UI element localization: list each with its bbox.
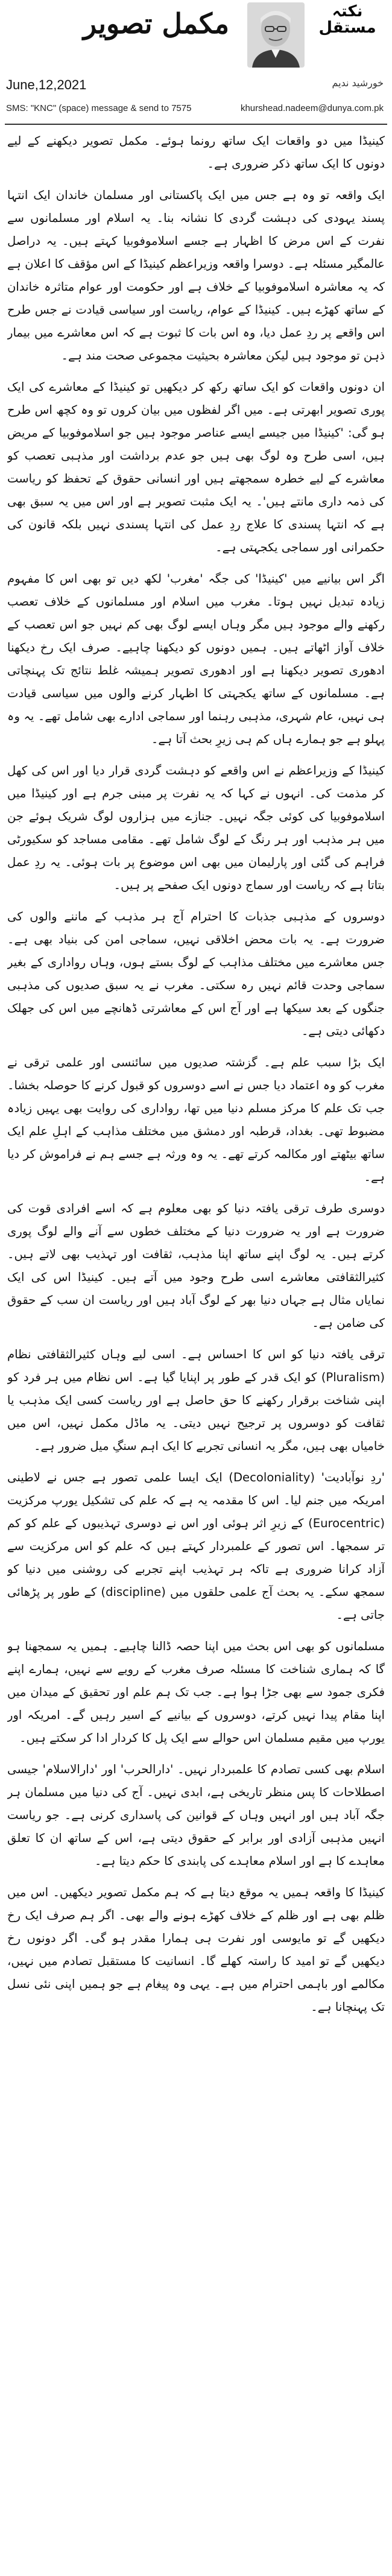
publish-date: June,12,2021 <box>6 77 87 92</box>
paragraph: کینیڈا کا واقعہ ہمیں یہ موقع دیتا ہے کہ ہم مکمل تصویر دیکھیں۔ اس میں ظلم بھی ہے اور ظلم کے خلاف کھڑے ہونے والے بھی۔ اگر ہم صرف ایک رخ دیکھیں گے تو مایوسی اور نفرت ہی ہمارا مقدر ہو گی۔ اگر دونوں رخ دیکھیں گے تو امید کا راستہ کھلے گا۔ انسانیت کا مستقبل تصادم میں نہیں، مکالمے اور باہمی احترام میں ہے۔ یہی وہ پیغام ہے جو ہمیں اپنی نئی نسل تک پہنچانا ہے۔ <box>7 1885 385 2014</box>
contact-row <box>0 100 392 120</box>
paragraph: 'ردِ نوآبادیت' (Decoloniality) ایک ایسا علمی تصور ہے جس نے لاطینی امریکہ میں جنم لیا۔ اس کا مقدمہ یہ ہے کہ علم کی تشکیل یورپ مرکزیت (Eurocentric) کے زیرِ اثر ہوئی اور اس نے دوسری تہذیبوں کے علم کو کم تر سمجھا۔ اس تصور کے علمبردار کہتے ہیں کہ علم کو اس مرکزیت سے آزاد کرانا ضروری ہے تاکہ ہر تہذیب اپنے تجربے کی روشنی میں دنیا کو سمجھ سکے۔ یہ بحث آج علمی حلقوں میں (discipline) کے طور پر پڑھائی جاتی ہے۔ <box>7 1470 385 1622</box>
paragraph: مسلمانوں کو بھی اس بحث میں اپنا حصہ ڈالنا چاہیے۔ ہمیں یہ سمجھنا ہو گا کہ ہماری شناخت کا مسئلہ صرف مغرب کے رویے سے نہیں، ہمارے اپنے فکری جمود سے بھی جڑا ہوا ہے۔ جب تک ہم علم اور تحقیق کے میدان میں اپنا مقام پیدا نہیں کرتے، دوسروں کے بیانیے کے اسیر رہیں گے۔ امریکہ اور یورپ میں مقیم مسلمان اس حوالے سے ایک پل کا کردار ادا کر سکتے ہیں۔ <box>7 1639 385 1745</box>
header-divider <box>5 124 387 125</box>
paragraph: ان دونوں واقعات کو ایک ساتھ رکھ کر دیکھیں تو کینیڈا کے معاشرے کی ایک پوری تصویر ابھرتی ہے۔ میں اگر لفظوں میں بیان کروں تو وہ کچھ اس طرح ہو گی: 'کینیڈا میں جیسے ایسے عناصر موجود ہیں جو اسلاموفوبیا کے مریض ہیں، اسی طرح وہ لوگ بھی ہیں جو عدم برداشت اور مذہبی تعصب کو معاشرے کے لیے خطرہ سمجھتے ہیں اور انسانی حقوق کے تحفظ کو ریاست کی ذمہ داری مانتے ہیں'۔ یہ ایک مثبت تصویر ہے اور اس میں یہ سبق بھی ہے کہ انتہا پسندی کا علاج ردِ عمل کی انتہا پسندی نہیں بلکہ قانون کی حکمرانی اور سماجی یکجہتی ہے۔ <box>7 380 385 554</box>
brand-line2: مستقل <box>318 19 376 37</box>
paragraph: کینیڈا کے وزیراعظم نے اس واقعے کو دہشت گردی قرار دیا اور اس کی کھل کر مذمت کی۔ انہوں نے کہا کہ یہ نفرت پر مبنی جرم ہے اور کینیڈا میں اسلاموفوبیا کی کوئی جگہ نہیں۔ جنازے میں ہزاروں لوگ شریک ہوئے جن میں ہر مذہب اور ہر رنگ کے لوگ شامل تھے۔ مقامی مساجد کو سکیورٹی فراہم کی گئی اور پارلیمان میں بھی اس موضوع پر بات ہوئی۔ یہ ردِ عمل بتاتا ہے کہ ریاست اور سماج دونوں ایک صفحے پر ہیں۔ <box>7 764 385 892</box>
article-header <box>0 0 392 128</box>
sms-instructions: SMS: "KNC" (space) message & send to 7575 <box>6 103 192 113</box>
author-portrait <box>247 2 305 68</box>
paragraph: ترقی یافتہ دنیا کو اس کا احساس ہے۔ اسی لیے وہاں کثیرالثقافتی نظام (Pluralism) کو ایک قدر کے طور پر اپنایا گیا ہے۔ اس نظام میں ہر فرد کو اپنی شناخت برقرار رکھنے کا حق حاصل ہے اور ریاست کسی ایک مذہب یا ثقافت کو دوسروں پر ترجیح نہیں دیتی۔ یہ ماڈل مکمل نہیں، اس میں خامیاں بھی ہیں، مگر یہ انسانی تجربے کا ایک اہم سنگِ میل ضرور ہے۔ <box>7 1347 385 1453</box>
author-portrait-image <box>247 2 305 68</box>
paragraph: دوسروں کے مذہبی جذبات کا احترام آج ہر مذہب کے ماننے والوں کی ضرورت ہے۔ یہ بات محض اخلاقی نہیں، سماجی امن کی بنیاد بھی ہے۔ جس معاشرے میں مختلف مذاہب کے لوگ بستے ہوں، وہاں رواداری کے بغیر سماجی وحدت قائم نہیں رہ سکتی۔ مغرب نے یہ سبق صدیوں کی مذہبی جنگوں کے بعد سیکھا ہے اور آج اس کے معاشرتی ڈھانچے میں اس کی جھلک دکھائی دیتی ہے۔ <box>7 910 385 1038</box>
column-title: مکمل تصویر <box>83 7 229 40</box>
paragraph: اگر اس بیانیے میں 'کینیڈا' کی جگہ 'مغرب' لکھ دیں تو بھی اس کا مفہوم زیادہ تبدیل نہیں ہوتا۔ مغرب میں اسلام اور مسلمانوں کے خلاف تعصب رکھنے والے موجود ہیں مگر وہاں ایسے لوگ بھی کم نہیں جو اس تعصب کے خلاف آواز اٹھاتے ہیں۔ ہمیں دونوں کو دیکھنا چاہیے۔ صرف ایک رخ دیکھنا ادھوری تصویر دیکھنا ہے اور ادھوری تصویر ہمیشہ غلط نتائج تک پہنچاتی ہے۔ مسلمانوں کے ساتھ یکجہتی کا اظہار کرنے والوں میں سیاسی قیادت ہی نہیں، عام شہری، مذہبی رہنما اور سماجی ادارے بھی شامل تھے۔ یہ وہ پہلو ہے جو ہمارے ہاں کم ہی زیرِ بحث آتا ہے۔ <box>7 572 385 746</box>
paragraph: اسلام بھی کسی تصادم کا علمبردار نہیں۔ 'دارالحرب' اور 'دارالاسلام' جیسی اصطلاحات کا پس منظر تاریخی ہے، ابدی نہیں۔ آج کی دنیا میں مسلمان ہر جگہ آباد ہیں اور انہیں وہاں کے قوانین کی پاسداری کرنی ہے۔ جو ریاست انہیں مذہبی آزادی اور برابر کے حقوق دیتی ہے، اس کے ساتھ ان کا تعلق معاہدے کا ہے اور اسلام معاہدے کی پابندی کا حکم دیتا ہے۔ <box>7 1762 385 1868</box>
author-byline: خورشید ندیم <box>332 77 384 89</box>
paragraph: ایک واقعہ تو وہ ہے جس میں ایک پاکستانی اور مسلمان خاندان ایک انتہا پسند یہودی کی دہشت گردی کا نشانہ بنا۔ یہ اسلام اور مسلمانوں سے نفرت کے اس مرض کا اظہار ہے جسے اسلاموفوبیا کہتے ہیں۔ یہ دراصل عالمگیر مسئلہ ہے۔ دوسرا واقعہ وزیراعظم کینیڈا کے اس مؤقف کا اعلان ہے کہ یہ معاشرہ اسلاموفوبیا کے خلاف ہے اور حکومت اور عوام متاثرہ خاندان کے ساتھ کھڑے ہیں۔ کینیڈا کے عوام، ریاست اور سیاسی قیادت نے جس طرح اس واقعے پر ردِ عمل دیا، وہ اس بات کا ثبوت ہے کہ اس معاشرے میں بیمار ذہن تو موجود ہیں لیکن معاشرہ بحیثیت مجموعی صحت مند ہے۔ <box>7 188 385 362</box>
article-body <box>7 130 385 2566</box>
brand-line1: نکتہ <box>332 2 363 21</box>
column-brand <box>311 4 384 37</box>
author-email[interactable]: khurshead.nadeem@dunya.com.pk <box>240 103 384 113</box>
paragraph: کینیڈا میں دو واقعات ایک ساتھ رونما ہوئے۔ مکمل تصویر دیکھنے کے لیے دونوں کا ایک ساتھ ذکر ضروری ہے۔ <box>7 134 385 171</box>
paragraph: ایک بڑا سبب علم ہے۔ گزشتہ صدیوں میں سائنسی اور علمی ترقی نے مغرب کو وہ اعتماد دیا جس نے اسے دوسروں کو قبول کرنے کا حوصلہ بخشا۔ جب تک علم کا مرکز مسلم دنیا میں تھا، رواداری کی روایت بھی یہیں زیادہ مضبوط تھی۔ بغداد، قرطبہ اور دمشق میں مختلف مذاہب کے اہلِ علم ایک ساتھ بیٹھتے اور مکالمہ کرتے تھے۔ یہ وہ ورثہ ہے جسے ہم نے فراموش کر دیا ہے۔ <box>7 1055 385 1184</box>
paragraph: دوسری طرف ترقی یافتہ دنیا کو بھی معلوم ہے کہ اسے افرادی قوت کی ضرورت ہے اور یہ ضرورت دنیا کے مختلف خطوں سے آنے والے لوگ پوری کرتے ہیں۔ یہ لوگ اپنے ساتھ اپنا مذہب، ثقافت اور تہذیب بھی لاتے ہیں۔ کثیرالثقافتی معاشرے اسی طرح وجود میں آتے ہیں۔ کینیڈا اس کی ایک نمایاں مثال ہے جہاں دنیا بھر کے لوگ آباد ہیں اور ریاست ان سب کے حقوق کی ضامن ہے۔ <box>7 1201 385 1330</box>
